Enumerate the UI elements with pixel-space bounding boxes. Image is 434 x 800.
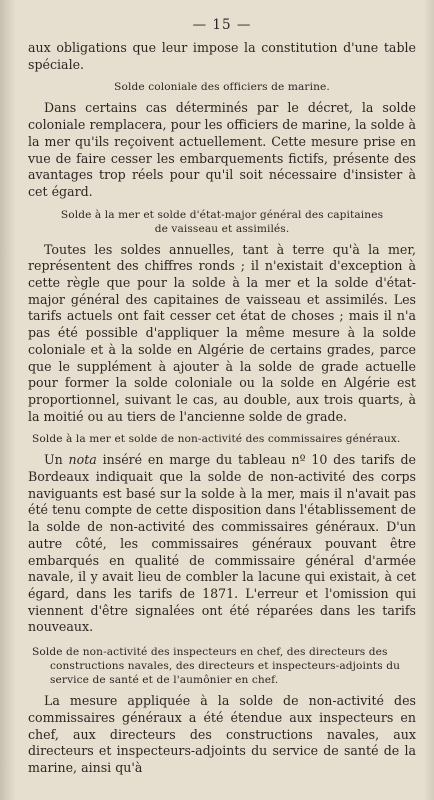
paragraph-solde-coloniale: Dans certains cas déterminés par le décret, la solde coloniale remplacera, pour les officiers de marine, la solde à la mer qu'ils reçoivent actuellement. Cette mesure prise en vue de faire cesser les embarquements fictifs, présente des avantages trop réels pour qu'il soit nécessaire d'insister à cet égard. — [28, 100, 416, 199]
paragraph-mesure-appliquee: La mesure appliquée à la solde de non-activité des commissaires généraux a été étendue aux inspecteurs en chef, aux directeurs des constructions navales, aux directeurs et inspecteurs-adjoints du service de santé de la marine, ainsi qu'à — [28, 693, 416, 775]
paragraph-nota-italic: nota — [68, 452, 97, 468]
section-heading-etat-major — [28, 208, 416, 236]
section-heading-commissaires-generaux: Solde à la mer et solde de non-activité des commissaires généraux. — [32, 433, 401, 446]
section-heading-solde-coloniale: Solde coloniale des officiers de marine. — [114, 81, 330, 94]
section-heading-etat-major-line2: de vaisseau et assimilés. — [154, 222, 290, 235]
section-heading-etat-major-line1: Solde à la mer et solde d'état-major général des capitaines — [60, 208, 384, 221]
paragraph-nota — [28, 452, 416, 636]
page-number: — 15 — — [192, 17, 252, 33]
paragraph-continuation: aux obligations que leur impose la constitution d'une table spéciale. — [28, 40, 416, 72]
paragraph-nota-rest: inséré en marge du tableau nº 10 des tarifs de Bordeaux indiquait que la solde de non-activité des corps naviguants est basé sur la solde à la mer, mais il n'avait pas été tenu compte de cette disposition dans l'établissement de la solde de non-activité des commissaires généraux. D'un autre côté, les commissaires généraux pouvant être embarqués en qualité de commissaire général d'armée navale, il y avait lieu de combler la lacune qui existait, à cet égard, dans les tarifs de 1871. L'erreur et l'omission qui viennent d'être signalées ont été réparées dans les tarifs nouveaux. — [28, 452, 416, 635]
section-heading-inspecteurs: Solde de non-activité des inspecteurs en chef, des directeurs des constructions navales, des directeurs et inspecteurs-adjoints du service de santé et de l'aumônier en chef. — [32, 646, 401, 687]
paragraph-nota-start: Un — [44, 452, 69, 468]
paragraph-soldes-annuelles: Toutes les soldes annuelles, tant à terre qu'à la mer, représentent des chiffres ronds ; il n'existait d'exception à cette règle que pour la solde à la mer et la solde d'état-major général des capitaines de vaisseau et assimilés. Les tarifs actuels ont fait cesser cet état de choses ; mais il n'a pas été possible d'appliquer la même mesure à la solde coloniale et à la solde en Algérie de certains grades, parce que le supplément à ajouter à la solde de grade actuelle pour former la solde coloniale ou la solde en Algérie est proportionnel, suivant le cas, au double, aux trois quarts, à la moitié ou au tiers de l'ancienne solde de grade. — [28, 241, 416, 424]
